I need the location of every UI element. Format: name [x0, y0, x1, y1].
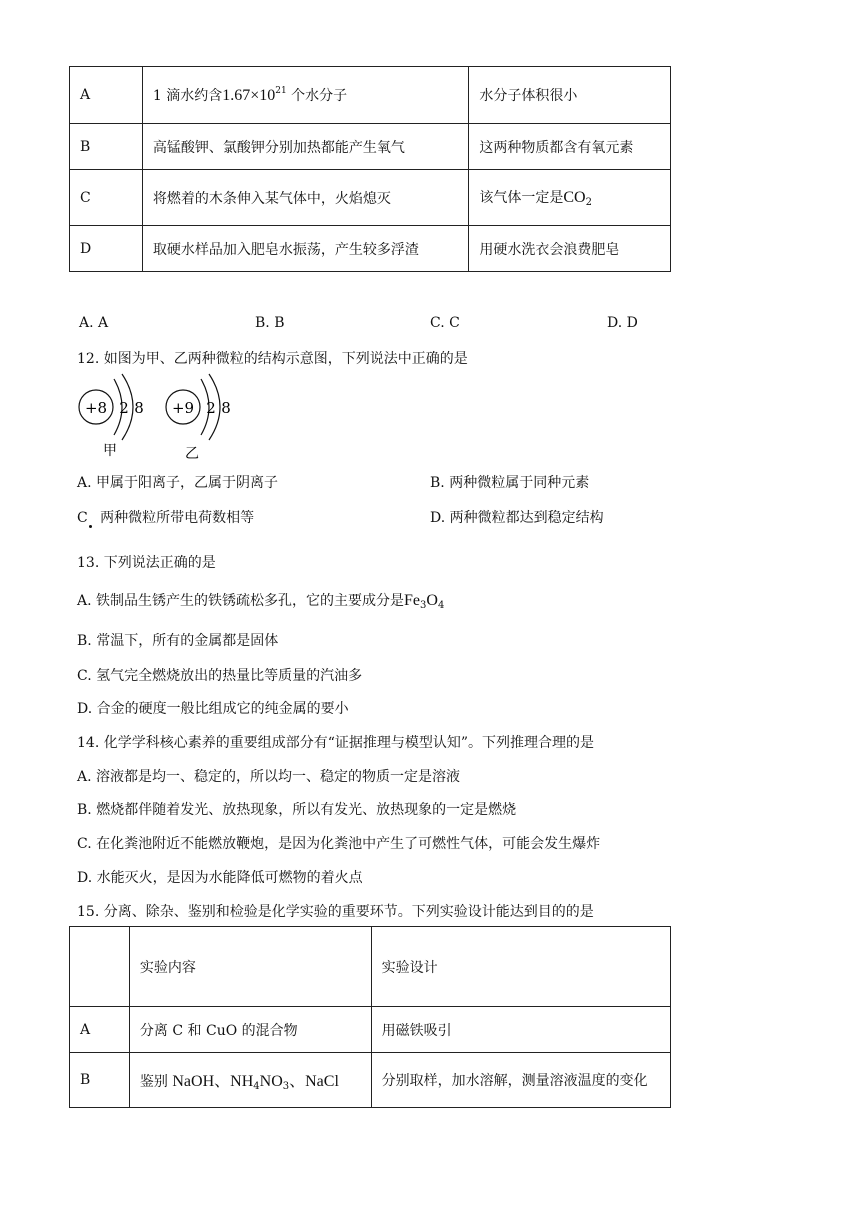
- content-text: 鉴别: [139, 1074, 173, 1090]
- fact-cell: 取硬水样品加入肥皂水振荡，产生较多浮渣: [142, 226, 468, 272]
- shell-electrons: 2: [119, 399, 129, 417]
- row-label: A: [70, 67, 143, 124]
- option-text: 两种微粒所带电荷数相等: [100, 510, 255, 526]
- explain-cell: [469, 170, 671, 226]
- particle-yi: [166, 374, 231, 462]
- shell-electrons: 8: [134, 399, 144, 417]
- fact-text-end: 个水分子: [286, 88, 348, 104]
- explain-cell: 水分子体积很小: [469, 67, 671, 124]
- fact-number: 1.67×10: [222, 87, 276, 104]
- header-cell: 实验内容: [129, 927, 371, 1007]
- nucleus-charge: +9: [171, 399, 195, 417]
- subscript: 4: [437, 600, 445, 611]
- q11-option-a[interactable]: A. A: [79, 315, 109, 331]
- explain-cell: 用硬水洗衣会浪费肥皂: [469, 226, 671, 272]
- q12-option-c[interactable]: [77, 507, 254, 527]
- nucleus-charge: +8: [84, 399, 108, 417]
- header-cell: 实验设计: [371, 927, 670, 1007]
- fact-cell: 高锰酸钾、氯酸钾分别加热都能产生氧气: [142, 124, 468, 170]
- q11-option-c[interactable]: C. C: [430, 315, 460, 331]
- design-cell: 分别取样，加水溶解，测量溶液温度的变化: [371, 1053, 670, 1108]
- q15-stem: 15. 分离、除杂、鉴别和检验是化学实验的重要环节。下列实验设计能达到目的的是: [77, 904, 594, 920]
- q12-option-d[interactable]: D. 两种微粒都达到稳定结构: [430, 510, 604, 526]
- q14-option-b[interactable]: B. 燃烧都伴随着发光、放热现象，所以有发光、放热现象的一定是燃烧: [77, 802, 517, 818]
- formula: NaOH、NH: [172, 1073, 254, 1090]
- content-cell: 分离 C 和 CuO 的混合物: [129, 1007, 371, 1053]
- explain-text: 该气体一定是: [479, 190, 564, 206]
- particle-label: 乙: [185, 446, 199, 462]
- header-cell: [70, 927, 130, 1007]
- q13-option-a[interactable]: [77, 590, 444, 611]
- formula: Fe: [404, 592, 421, 609]
- option-letter: C: [77, 510, 88, 526]
- q14-option-c[interactable]: C. 在化粪池附近不能燃放鞭炮，是因为化粪池中产生了可燃性气体，可能会发生爆炸: [77, 836, 601, 852]
- table-row: [70, 1007, 671, 1053]
- q13-option-b[interactable]: B. 常温下，所有的金属都是固体: [77, 633, 279, 649]
- table-row: [70, 124, 671, 170]
- subscript: 4: [253, 1081, 260, 1092]
- q11-table: [69, 66, 671, 272]
- shell-electrons: 2: [206, 399, 216, 417]
- subscript: 3: [282, 1081, 290, 1092]
- formula: CO: [563, 189, 586, 206]
- q14-stem: 14. 化学学科核心素养的重要组成部分有“证据推理与模型认知”。下列推理合理的是: [77, 735, 595, 751]
- q12-stem: 12. 如图为甲、乙两种微粒的结构示意图，下列说法中正确的是: [77, 351, 468, 367]
- table-row: [70, 67, 671, 124]
- table-row: [70, 226, 671, 272]
- table-row: [70, 1053, 671, 1108]
- row-label: B: [70, 124, 143, 170]
- option-text: A. 铁制品生锈产生的铁锈疏松多孔，它的主要成分是: [77, 593, 405, 609]
- row-label: C: [70, 170, 143, 226]
- subscript: 2: [585, 197, 592, 208]
- shell-electrons: 8: [221, 399, 231, 417]
- q15-table: [69, 926, 671, 1108]
- table-header-row: [70, 927, 671, 1007]
- q13-option-d[interactable]: D. 合金的硬度一般比组成它的纯金属的要小: [77, 701, 349, 717]
- q14-option-a[interactable]: A. 溶液都是均一、稳定的，所以均一、稳定的物质一定是溶液: [77, 769, 461, 785]
- particle-label: 甲: [103, 443, 117, 459]
- q14-option-d[interactable]: D. 水能灭火，是因为水能降低可燃物的着火点: [77, 870, 363, 886]
- formula: 、NaCl: [289, 1073, 339, 1090]
- q12-option-a[interactable]: A. 甲属于阳离子，乙属于阴离子: [77, 475, 279, 491]
- row-label: A: [70, 1007, 130, 1053]
- formula: NO: [259, 1073, 283, 1090]
- stray-dot: [89, 525, 92, 528]
- q13-stem: 13. 下列说法正确的是: [77, 555, 216, 571]
- fact-cell: 将燃着的木条伸入某气体中，火焰熄灭: [142, 170, 468, 226]
- design-cell: 用磁铁吸引: [371, 1007, 670, 1053]
- formula: O: [426, 592, 438, 609]
- fact-exponent: 21: [275, 86, 287, 96]
- fact-cell: [142, 67, 468, 124]
- particle-jia: [79, 374, 144, 459]
- table-row: [70, 170, 671, 226]
- row-label: B: [70, 1053, 130, 1108]
- q13-option-c[interactable]: C. 氢气完全燃烧放出的热量比等质量的汽油多: [77, 668, 363, 684]
- explain-cell: 这两种物质都含有氧元素: [469, 124, 671, 170]
- subscript: 3: [420, 600, 427, 611]
- fact-text: 1 滴水约含: [152, 88, 223, 104]
- q11-option-b[interactable]: B. B: [255, 315, 285, 331]
- q12-option-b[interactable]: B. 两种微粒属于同种元素: [430, 475, 590, 491]
- row-label: D: [70, 226, 143, 272]
- content-cell: [129, 1053, 371, 1108]
- q11-option-d[interactable]: D. D: [607, 315, 638, 331]
- atomic-structure-diagram: [74, 372, 254, 462]
